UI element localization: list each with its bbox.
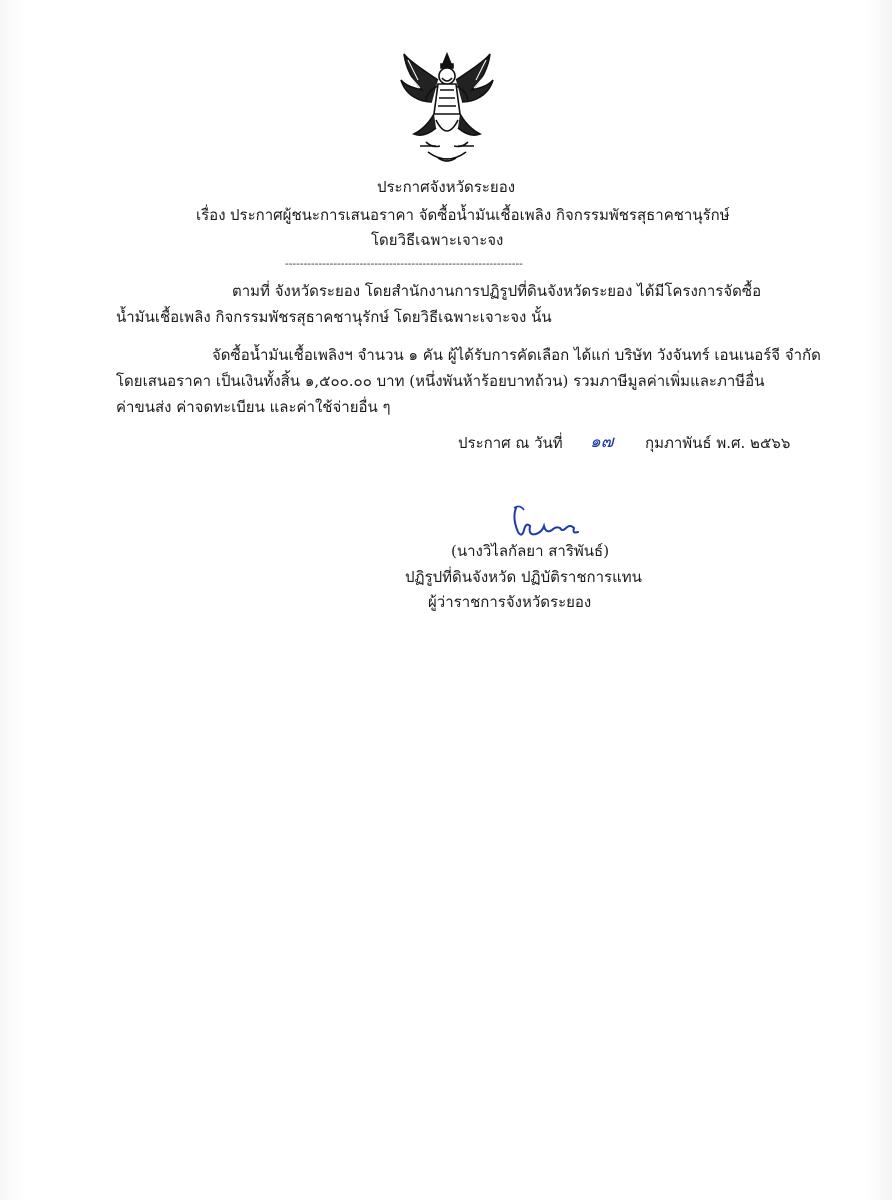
date-prefix: ประกาศ ณ วันที่ bbox=[458, 434, 563, 452]
signatory-position-1: ปฏิรูปที่ดินจังหวัด ปฏิบัติราชการแทน bbox=[405, 568, 642, 586]
subject-continuation: โดยวิธีเฉพาะเจาะจง bbox=[371, 231, 504, 249]
handwritten-signature bbox=[500, 500, 610, 540]
paragraph-1-line-1: ตามที่ จังหวัดระยอง โดยสำนักงานการปฏิรูปที่ดินจังหวัดระยอง ได้มีโครงการจัดซื้อ bbox=[232, 282, 762, 300]
paragraph-2-line-1: จัดซื้อน้ำมันเชื้อเพลิงฯ จำนวน ๑ คัน ผู้ได้รับการคัดเลือก ได้แก่ บริษัท วังจันทร์ เอนเนอร์จี จำกัด bbox=[212, 346, 821, 364]
signatory-position-2: ผู้ว่าราชการจังหวัดระยอง bbox=[428, 593, 592, 611]
paragraph-2-line-3: ค่าขนส่ง ค่าจดทะเบียน และค่าใช้จ่ายอื่น ๆ bbox=[116, 398, 391, 416]
signatory-name: (นางวิไลกัลยา สาริพันธ์) bbox=[451, 542, 610, 560]
document-title: ประกาศจังหวัดระยอง bbox=[376, 178, 516, 196]
paragraph-1-line-2: น้ำมันเชื้อเพลิง กิจกรรมพัชรสุธาคชานุรักษ์ โดยวิธีเฉพาะเจาะจง นั้น bbox=[116, 308, 552, 326]
paragraph-2-line-2: โดยเสนอราคา เป็นเงินทั้งสิ้น ๑,๕๐๐.๐๐ บาท (หนึ่งพันห้าร้อยบาทถ้วน) รวมภาษีมูลค่าเพิ่มและภาษีอื่น bbox=[116, 372, 765, 390]
divider: ---------------------------------------------------------------- bbox=[285, 257, 523, 270]
garuda-emblem-icon bbox=[398, 50, 496, 165]
subject-text: ประกาศผู้ชนะการเสนอราคา จัดซื้อน้ำมันเชื้อเพลิง กิจกรรมพัชรสุธาคชานุรักษ์ bbox=[230, 206, 730, 224]
date-day: ๑๗ bbox=[590, 432, 614, 452]
date-month-year: กุมภาพันธ์ พ.ศ. ๒๕๖๖ bbox=[645, 434, 791, 452]
subject-label: เรื่อง bbox=[196, 206, 226, 224]
